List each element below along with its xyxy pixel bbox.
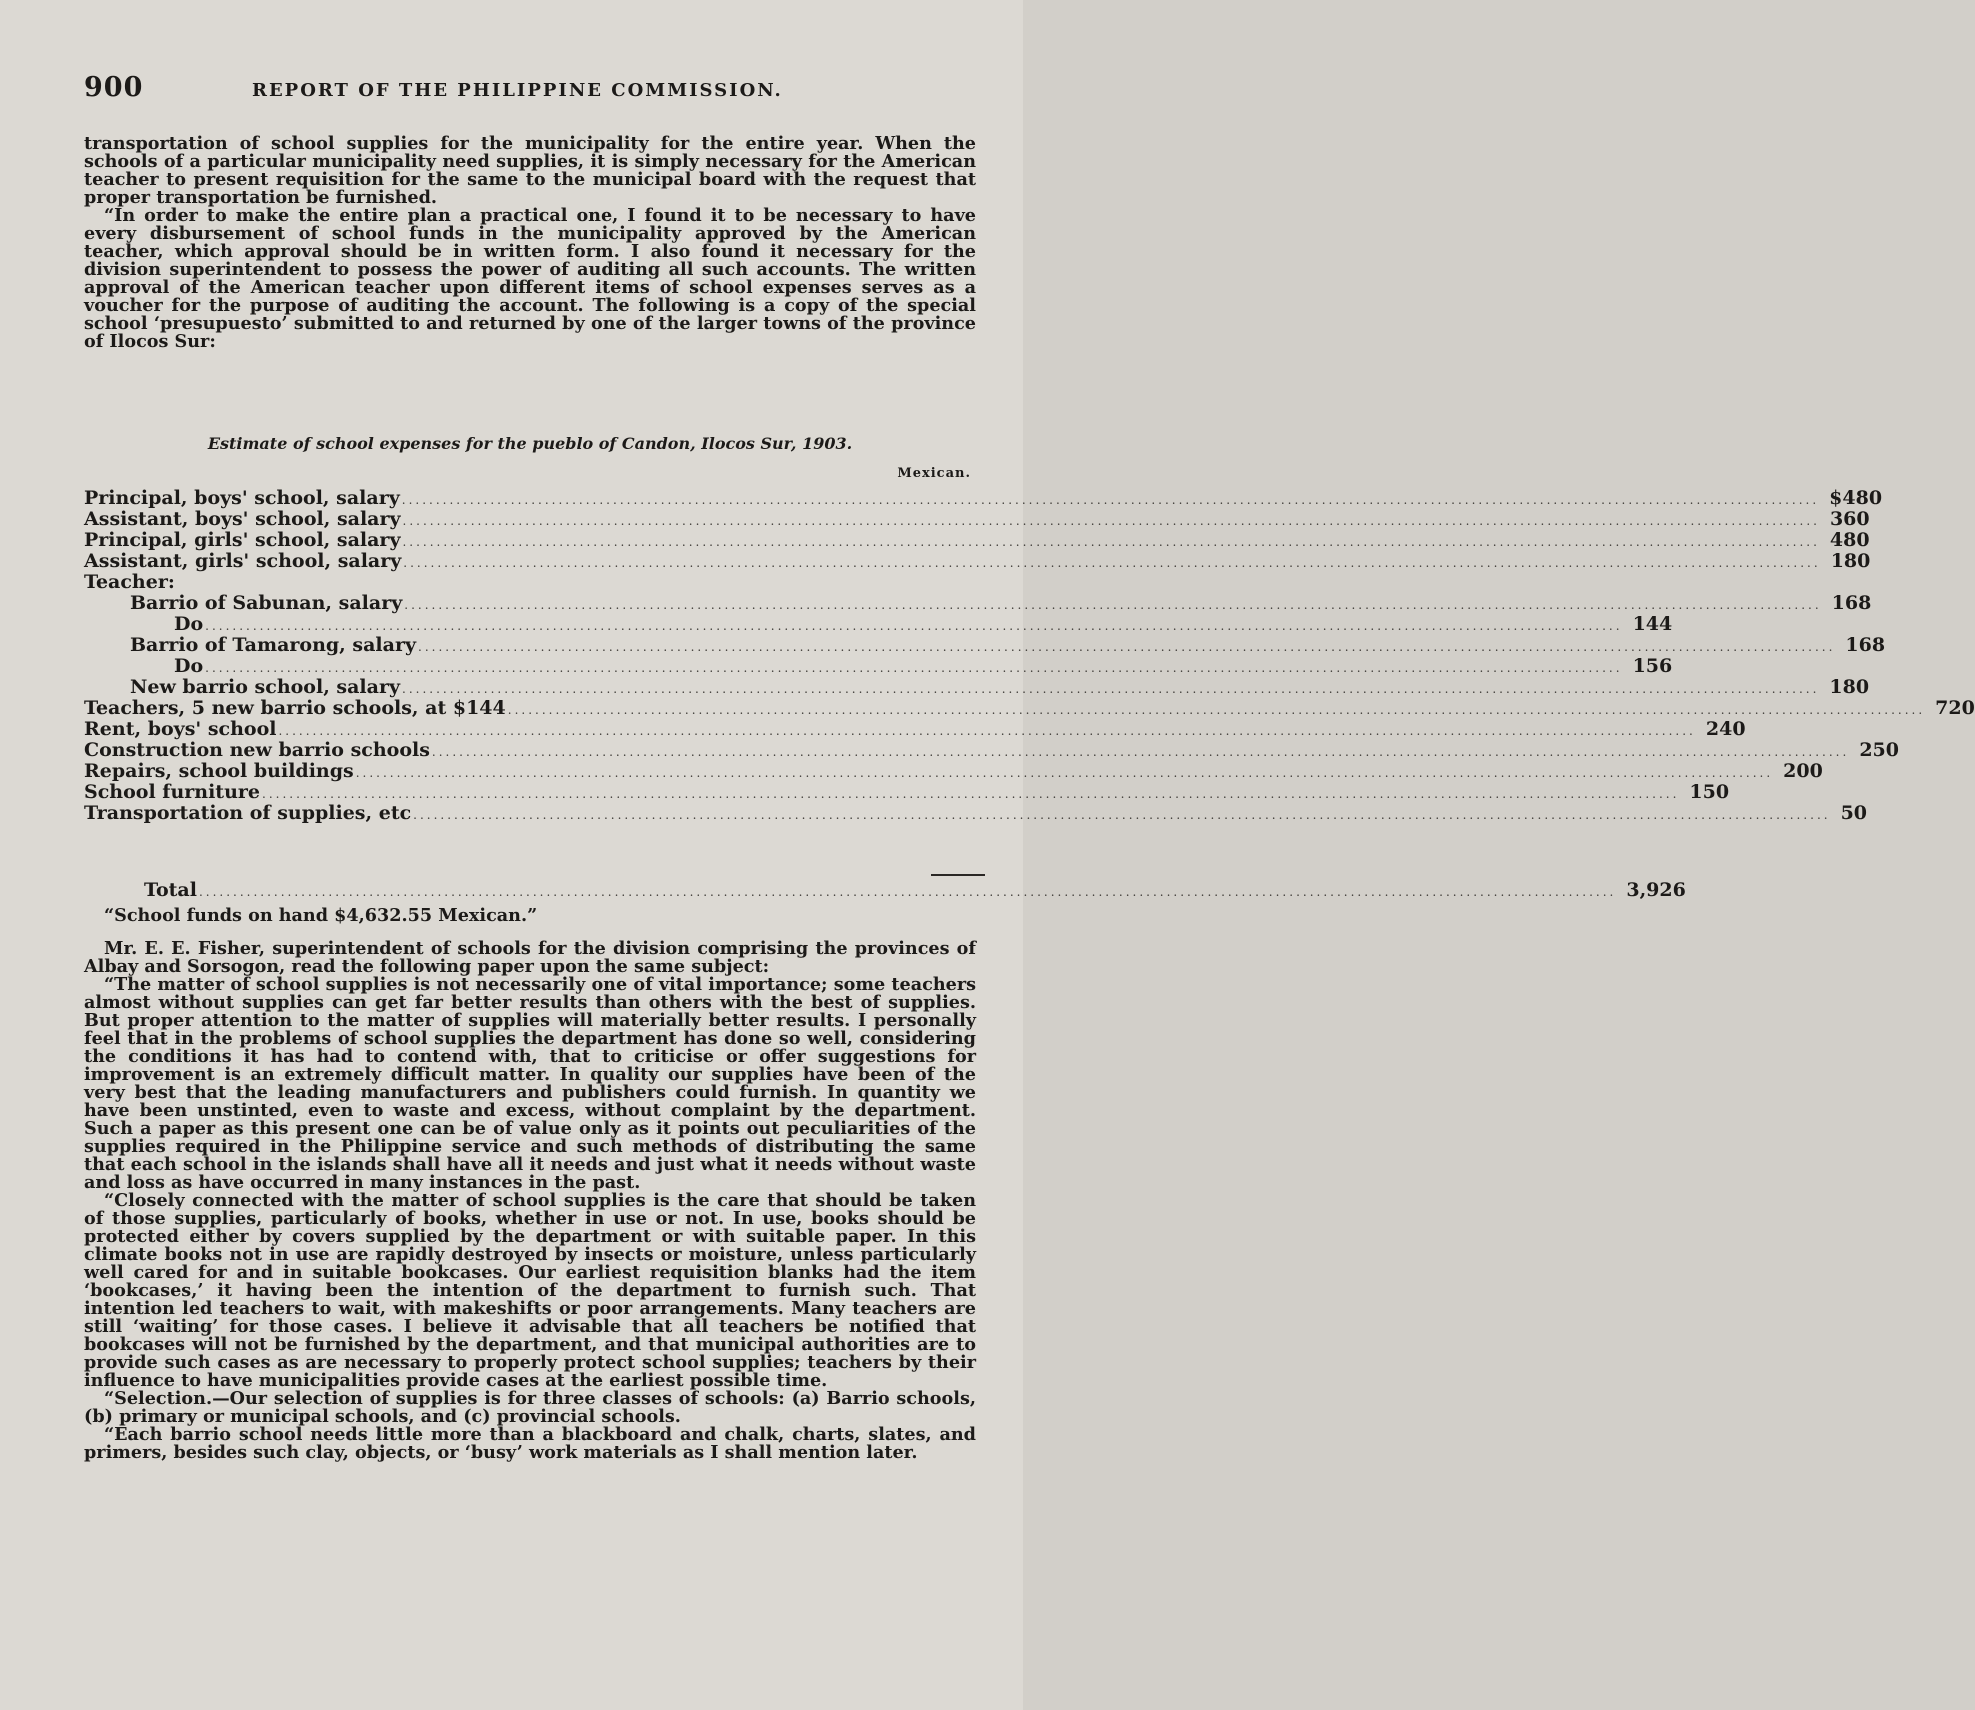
table-row xyxy=(84,487,1883,509)
table-row xyxy=(84,634,1886,656)
row-label: Barrio of Tamarong, salary xyxy=(130,634,417,656)
row-label: Barrio of Sabunan, salary xyxy=(130,592,403,614)
row-amount: 480 xyxy=(1829,529,1870,551)
total-row xyxy=(144,879,1686,901)
table-row xyxy=(84,655,1673,677)
leader-dots xyxy=(262,784,1679,805)
row-amount: 150 xyxy=(1689,781,1730,803)
paragraph: “Closely connected with the matter of school supplies is the care that should be taken of those supplies, particularly of books, whether in use or not. In use, books should be protected either by covers supplied by the department or with suitable paper. In this climate books not in use are rapidly destroyed by insects or moisture, unless particularly well cared for and in suitable bookcases. Our earliest requisition blanks had the item ‘bookcases,’ it having been the intention of the department to furnish such. That intention led teachers to wait, with makeshifts or poor arrangements. Many teachers are still ‘waiting’ for those cases. I believe it advisable that all teachers be notified that bookcases will not be furnished by the department, and that municipal authorities are to provide such cases as are necessary to properly protect school supplies; teachers by their influence to have municipalities provide cases at the earliest possible time. xyxy=(84,1190,976,1391)
leader-dots xyxy=(403,553,1820,574)
paragraph: transportation of school supplies for the municipality for the entire year. When the schools of a particular municipality need supplies, it is simply necessary for the American teacher to present requisition for the same to the municipal board with the request that proper transportation be furnished. xyxy=(84,133,976,208)
table-row xyxy=(84,760,1823,782)
table-row xyxy=(84,802,1868,824)
leader-dots xyxy=(199,882,1616,903)
row-amount: 168 xyxy=(1831,592,1872,614)
row-amount: 180 xyxy=(1830,550,1871,572)
intro-text xyxy=(84,135,976,351)
leader-dots xyxy=(404,595,1821,616)
leader-dots xyxy=(432,742,1849,763)
leader-dots xyxy=(402,679,1819,700)
row-amount: 200 xyxy=(1783,760,1823,782)
row-amount: 240 xyxy=(1705,718,1746,740)
table-row xyxy=(84,739,1899,761)
leader-dots xyxy=(356,763,1773,784)
table-caption: Estimate of school expenses for the pueblo of Candon, Ilocos Sur, 1903. xyxy=(207,434,853,453)
paragraph: “The matter of school supplies is not necessarily one of vital importance; some teachers almost without supplies can get far better results than others with the best of supplies. But proper attention to the matter of supplies will materially better results. I personally feel that in the problems of school supplies the department has done so well, considering the conditions it has had to contend with, that to criticise or offer suggestions for improvement is an extremely difficult matter. In quality our supplies have been of the very best that the leading manufacturers and publishers could furnish. In quantity we have been unstinted, even to waste and excess, without complaint by the department. Such a paper as this present one can be of value only as it points out peculiarities of the supplies required in the Philippine service and such methods of distributing the same that each school in the islands shall have all it needs and just what it needs without waste and loss as have occurred in many instances in the past. xyxy=(84,974,976,1193)
funds-note-block xyxy=(84,907,976,925)
paragraph: Mr. E. E. Fisher, superintendent of schools for the division comprising the provinces of Albay and Sorsogon, read the following paper upon the same subject: xyxy=(84,938,976,977)
paragraph: “Selection.—Our selection of supplies is for three classes of schools: (a) Barrio schools, (b) primary or municipal schools, and (c) provincial schools. xyxy=(84,1388,976,1427)
table-row xyxy=(84,508,1870,530)
row-label: Principal, girls' school, salary xyxy=(84,529,401,551)
row-amount: $480 xyxy=(1829,487,1883,509)
row-label: Principal, boys' school, salary xyxy=(84,487,400,509)
row-label: New barrio school, salary xyxy=(130,676,401,698)
table-row xyxy=(84,718,1746,740)
currency-heading: Mexican. xyxy=(897,466,971,481)
table-row xyxy=(84,592,1872,614)
table-row xyxy=(84,550,1871,572)
row-amount: 168 xyxy=(1845,634,1886,656)
row-label: Rent, boys' school xyxy=(84,718,277,740)
expense-table xyxy=(84,487,1975,824)
leader-dots xyxy=(403,511,1820,532)
table-row xyxy=(84,572,976,593)
row-amount: 156 xyxy=(1632,655,1673,677)
row-amount: 50 xyxy=(1840,802,1868,824)
row-amount: 360 xyxy=(1829,508,1870,530)
row-label: Do xyxy=(174,655,204,677)
row-label: Do xyxy=(174,613,204,635)
table-row xyxy=(84,697,1975,719)
table-row xyxy=(84,613,1673,635)
paragraph: “Each barrio school needs little more than a blackboard and chalk, charts, slates, and primers, besides such clay, objects, or ‘busy’ work materials as I shall mention later. xyxy=(84,1424,976,1463)
page-number: 900 xyxy=(84,72,144,103)
leader-dots xyxy=(413,805,1830,826)
table-row xyxy=(84,676,1870,698)
leader-dots xyxy=(402,532,1819,553)
row-amount: 250 xyxy=(1859,739,1899,761)
leader-dots xyxy=(205,658,1622,679)
total-rule xyxy=(931,874,985,876)
table-row xyxy=(84,781,1730,803)
leader-dots xyxy=(278,721,1695,742)
leader-dots xyxy=(402,490,1819,511)
leader-dots xyxy=(205,616,1622,637)
row-amount: 144 xyxy=(1632,613,1673,635)
running-title: REPORT OF THE PHILIPPINE COMMISSION. xyxy=(252,80,783,101)
row-label: School furniture xyxy=(84,781,261,803)
total-amount: 3,926 xyxy=(1626,879,1686,901)
row-amount: 180 xyxy=(1829,676,1870,698)
row-amount: 720 xyxy=(1935,697,1975,719)
total-label: Total xyxy=(144,879,197,901)
row-label: Teacher: xyxy=(84,571,175,593)
leader-dots xyxy=(418,637,1835,658)
paragraph: “In order to make the entire plan a practical one, I found it to be necessary to have every disbursement of school funds in the municipality approved by the American teacher, which approval should be in written form. I also found it necessary for the division superintendent to possess the power of auditing all such accounts. The written approval of the American teacher upon different items of school expenses serves as a voucher for the purpose of auditing the account. The following is a copy of the special school ‘presupuesto’ submitted to and returned by one of the larger towns of the province of Ilocos Sur: xyxy=(84,205,976,352)
fisher-text xyxy=(84,940,976,1462)
row-label: Assistant, girls' school, salary xyxy=(84,550,402,572)
table-row xyxy=(84,529,1870,551)
row-label: Teachers, 5 new barrio schools, at $144 xyxy=(84,697,506,719)
funds-note: “School funds on hand $4,632.55 Mexican.” xyxy=(104,905,538,926)
row-label: Construction new barrio schools xyxy=(84,739,430,761)
row-label: Assistant, boys' school, salary xyxy=(84,508,401,530)
row-label: Repairs, school buildings xyxy=(84,760,354,782)
row-label: Transportation of supplies, etc xyxy=(84,802,412,824)
